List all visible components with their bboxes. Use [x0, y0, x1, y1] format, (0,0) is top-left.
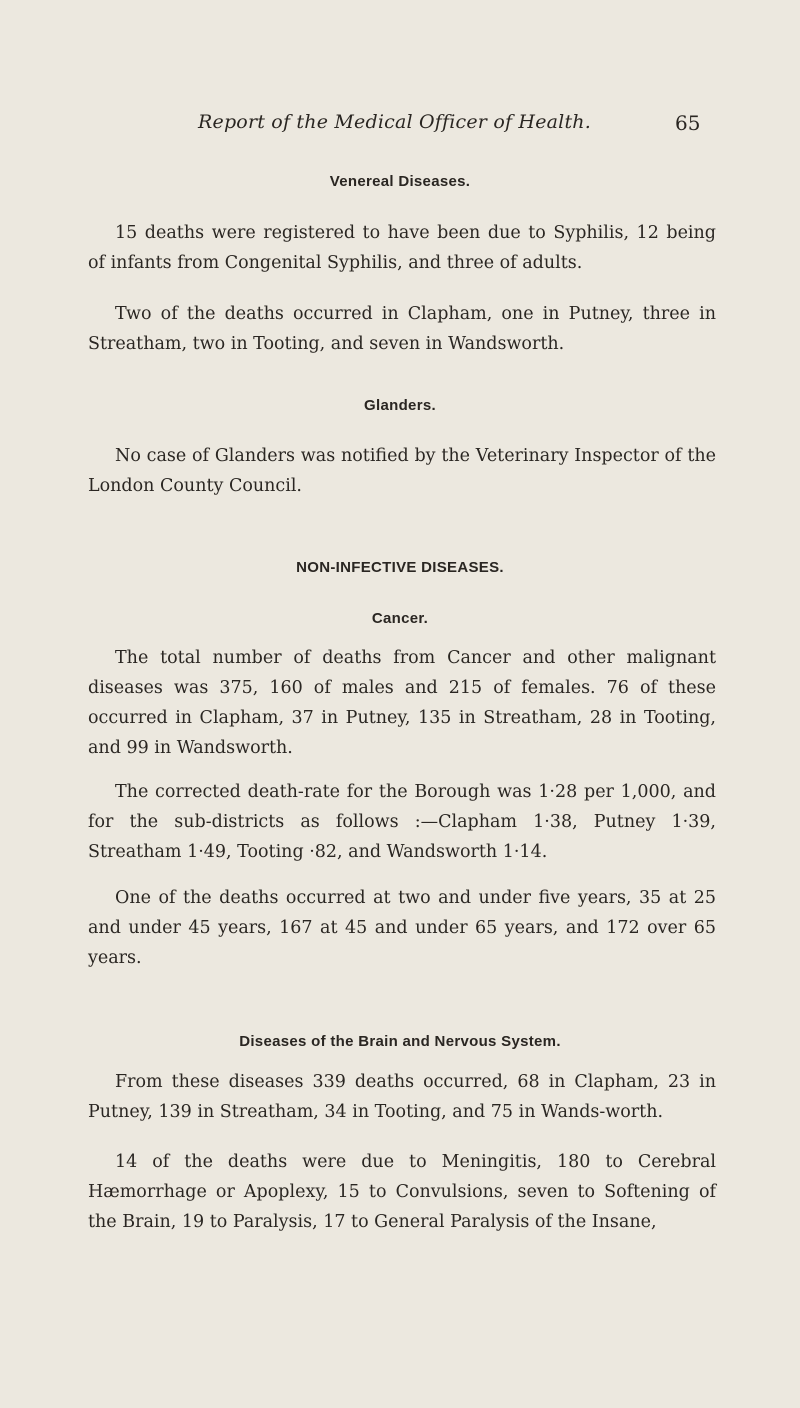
paragraph-brain-1: From these diseases 339 deaths occurred, 68 in Clapham, 23 in Putney, 139 in Streatham, 34 in Tooting, and 75 in Wands-worth.	[88, 1072, 716, 1122]
heading-cancer: Cancer.	[371, 610, 429, 627]
paragraph-cancer-2: The corrected death-rate for the Borough was 1·28 per 1,000, and for the sub-districts as follows :—Clapham 1·38, Putney 1·39, Streatham 1·49, Tooting ·82, and Wandsworth 1·14.	[88, 782, 716, 862]
paragraph-venereal-2: Two of the deaths occurred in Clapham, one in Putney, three in Streatham, two in Tooting, and seven in Wandsworth.	[88, 304, 716, 354]
heading-venereal-diseases: Venereal Diseases.	[329, 173, 471, 190]
paragraph-brain-2: 14 of the deaths were due to Meningitis, 180 to Cerebral Hæmorrhage or Apoplexy, 15 to Convulsions, seven to Softening of the Brain, 19 to Paralysis, 17 to General Paralysis of the Insane,	[88, 1152, 716, 1232]
paragraph-glanders-1: No case of Glanders was notified by the Veterinary Inspector of the London County Council.	[88, 446, 716, 496]
page-header	[0, 111, 800, 141]
running-title: Report of the Medical Officer of Health.	[198, 111, 591, 133]
heading-non-infective-diseases: NON-INFECTIVE DISEASES.	[296, 559, 504, 576]
heading-glanders: Glanders.	[364, 397, 436, 414]
paragraph-cancer-1: The total number of deaths from Cancer and other malignant diseases was 375, 160 of males and 215 of females. 76 of these occurred in Clapham, 37 in Putney, 135 in Streatham, 28 in Tooting, and 99 in Wandsworth.	[88, 648, 716, 758]
paragraph-cancer-3: One of the deaths occurred at two and under five years, 35 at 25 and under 45 years, 167 at 45 and under 65 years, and 172 over 65 years.	[88, 888, 716, 968]
paragraph-venereal-1: 15 deaths were registered to have been due to Syphilis, 12 being of infants from Congenital Syphilis, and three of adults.	[88, 223, 716, 273]
heading-brain-nervous-system: Diseases of the Brain and Nervous System.	[239, 1033, 561, 1050]
page-number: 65	[675, 111, 701, 135]
